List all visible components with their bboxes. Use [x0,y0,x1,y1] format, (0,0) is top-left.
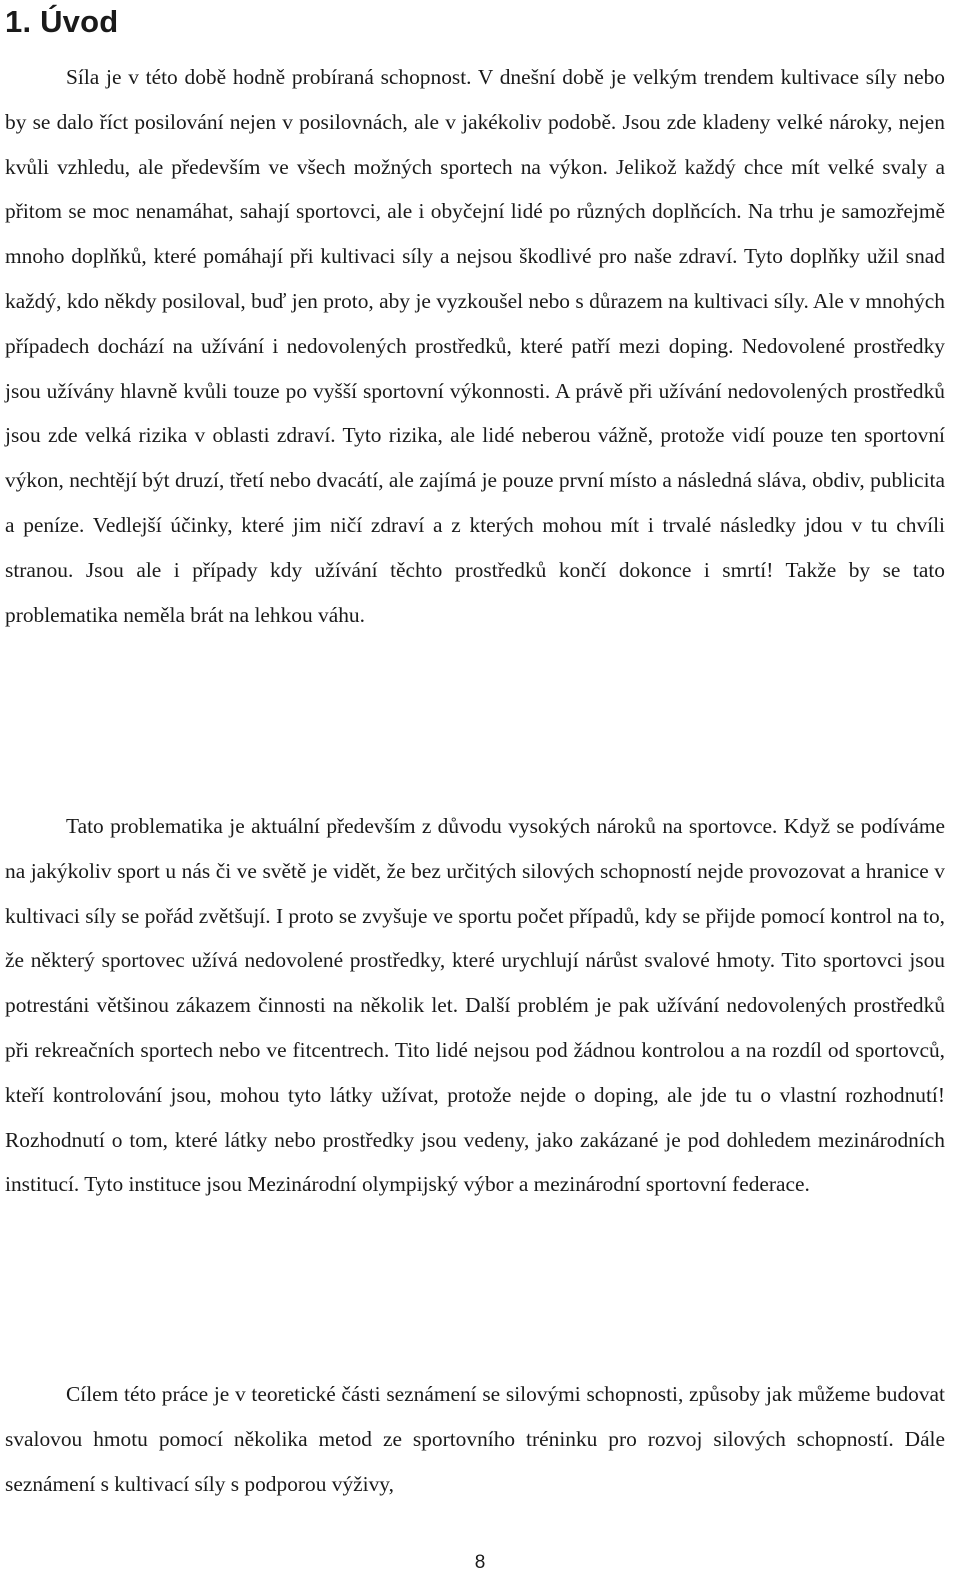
paragraph-thesis-goal: Cílem této práce je v teoretické části seznámení se silovými schopnosti, způsoby jak můžeme budovat svalovou hmotu pomocí několika metod ze sportovního tréninku pro rozvoj silových schopností. Dále seznámení s kultivací síly s podporou výživy, [5,1382,945,1496]
section-heading: 1. Úvod [5,4,119,39]
paragraph-problem-relevance: Tato problematika je aktuální především z důvodu vysokých nároků na sportovce. Když se podíváme na jakýkoliv sport u nás či ve světě je vidět, že bez určitých silových schopností nejde provozovat a hranice v kultivaci síly se pořád zvětšují. I proto se zvyšuje ve sportu počet případů, kdy se přijde pomocí kontrol na to, že některý sportovec užívá nedovolené prostředky, které urychlují nárůst svalové hmoty. Tito sportovci jsou potrestáni většinou zákazem činnosti na několik let. Další problém je pak užívání nedovolených prostředků při rekreačních sportech nebo ve fitcentrech. Tito lidé nejsou pod žádnou kontrolou a na rozdíl od sportovců, kteří kontrolování jsou, mohou tyto látky užívat, protože nejde o doping, ale jde tu o vlastní rozhodnutí! Rozhodnutí o tom, které látky nebo prostředky jsou vedeny, jako zakázané je pod dohledem mezinárodních institucí. Tyto instituce jsou Mezinárodní olympijský výbor a mezinárodní sportovní federace. [5,814,945,1197]
page-number: 8 [474,1552,486,1573]
paragraph-introduction: Síla je v této době hodně probíraná schopnost. V dnešní době je velkým trendem kultivace síly nebo by se dalo říct posilování nejen v posilovnách, ale v jakékoliv podobě. Jsou zde kladeny velké nároky, nejen kvůli vzhledu, ale především ve všech možných sportech na výkon. Jelikož každý chce mít velké svaly a přitom se moc nenamáhat, sahají sportovci, ale i obyčejní lidé po různých doplňcích. Na trhu je samozřejmě mnoho doplňků, které pomáhají při kultivaci síly a nejsou škodlivé pro naše zdraví. Tyto doplňky užil snad každý, kdo někdy posiloval, buď jen proto, aby je vyzkoušel nebo s důrazem na kultivaci síly. Ale v mnohých případech dochází na užívání i nedovolených prostředků, které patří mezi doping. Nedovolené prostředky jsou užívány hlavně kvůli touze po vyšší sportovní výkonnosti. A právě při užívání nedovolených prostředků jsou zde velká rizika v oblasti zdraví. Tyto rizika, ale lidé neberou vážně, protože vidí pouze ten sportovní výkon, nechtějí být druzí, třetí nebo dvacátí, ale zajímá je pouze první místo a následná sláva, obdiv, publicita a peníze. Vedlejší účinky, které jim ničí zdraví a z kterých mohou mít i trvalé následky jdou v tu chvíli stranou. Jsou ale i případy kdy užívání těchto prostředků končí dokonce i smrtí! Takže by se tato problematika neměla brát na lehkou váhu. [5,65,945,627]
